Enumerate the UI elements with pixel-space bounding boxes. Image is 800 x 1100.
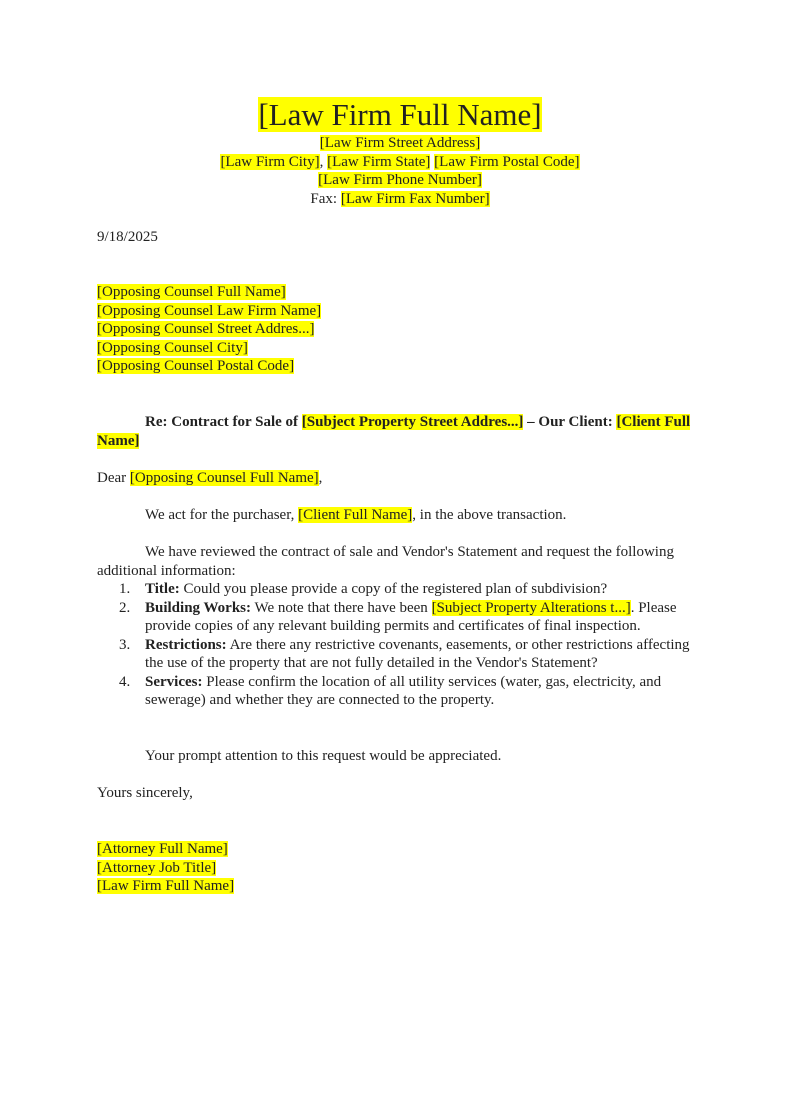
letterhead-firm-name: [Law Firm Full Name] xyxy=(258,97,542,132)
attorney-title: [Attorney Job Title] xyxy=(97,859,217,876)
list-item-number: 4. xyxy=(119,673,131,690)
letterhead-fax xyxy=(0,190,800,209)
re-client: [Client Full Name] xyxy=(97,414,691,449)
sign-off: Yours sincerely, xyxy=(97,785,193,801)
recipient-block xyxy=(97,283,707,376)
subject-line xyxy=(97,413,707,450)
list-item-text: Are there any restrictive covenants, easements, or other restrictions affecting the use of the property that are not fully detailed in the Vendor's Statement? xyxy=(145,636,690,671)
salutation-name: [Opposing Counsel Full Name] xyxy=(129,470,319,486)
re-middle: – Our Client: xyxy=(523,414,617,430)
paragraph-review: We have reviewed the contract of sale and Vendor's Statement and request the following additional information: xyxy=(97,544,674,579)
list-item xyxy=(97,636,707,673)
attorney-name: [Attorney Full Name] xyxy=(97,841,228,857)
list-item-title: Restrictions: xyxy=(145,636,227,653)
fax-label: Fax: xyxy=(310,190,341,207)
re-prefix: Re: Contract for Sale of xyxy=(145,414,302,430)
fax-number: [Law Firm Fax Number] xyxy=(340,190,490,207)
list-item-number: 2. xyxy=(119,599,131,616)
list-item-number: 3. xyxy=(119,636,131,653)
paragraph-client-name: [Client Full Name] xyxy=(298,507,413,523)
letterhead-city: [Law Firm City] xyxy=(220,153,320,170)
letterhead-phone: [Law Firm Phone Number] xyxy=(318,172,482,188)
recipient-city: [Opposing Counsel City] xyxy=(97,339,248,356)
list-item-text: Could you please provide a copy of the registered plan of subdivision? xyxy=(179,581,608,597)
paragraph-purchaser: We act for the purchaser, [Client Full Name], in the above transaction. xyxy=(145,507,567,523)
letterhead-state: [Law Firm State] xyxy=(327,153,431,170)
list-item: 2. Building Works: We note that there have been [Subject Property Alterations t...]. Please provide copies of any relevant building permits and certificates of final inspection. xyxy=(119,599,677,634)
recipient-firm: [Opposing Counsel Law Firm Name] xyxy=(97,302,322,319)
closing-paragraph: Your prompt attention to this request would be appreciated. xyxy=(145,748,502,764)
alterations-placeholder: [Subject Property Alterations t...] xyxy=(431,599,631,616)
letterhead xyxy=(0,96,800,208)
list-item-number: 1. xyxy=(119,581,131,597)
signature-firm-name: [Law Firm Full Name] xyxy=(97,878,235,894)
letter-date: 9/18/2025 xyxy=(97,229,158,245)
list-item xyxy=(97,580,707,599)
signature-block xyxy=(97,840,707,896)
recipient-street: [Opposing Counsel Street Addres...] xyxy=(97,321,315,337)
re-property: [Subject Property Street Addres...] xyxy=(301,414,524,430)
salutation: Dear [Opposing Counsel Full Name], xyxy=(97,470,323,486)
letterhead-postal: [Law Firm Postal Code] xyxy=(434,153,580,170)
request-list xyxy=(97,580,707,710)
list-item-title: Building Works: xyxy=(145,599,252,616)
list-item-text: Please confirm the location of all utility services (water, gas, electricity, and sewerage) and whether they are connected to the property. xyxy=(145,673,662,708)
letterhead-street: [Law Firm Street Address] xyxy=(319,135,481,151)
list-item-title: Services: xyxy=(145,673,203,690)
letterhead-city-state-postal: [Law Firm City], [Law Firm State] [Law Firm Postal Code] xyxy=(220,153,580,170)
list-item-title: Title: xyxy=(145,581,180,597)
recipient-name: [Opposing Counsel Full Name] xyxy=(97,284,286,300)
recipient-postal: [Opposing Counsel Postal Code] xyxy=(97,358,295,374)
list-item xyxy=(97,673,707,710)
